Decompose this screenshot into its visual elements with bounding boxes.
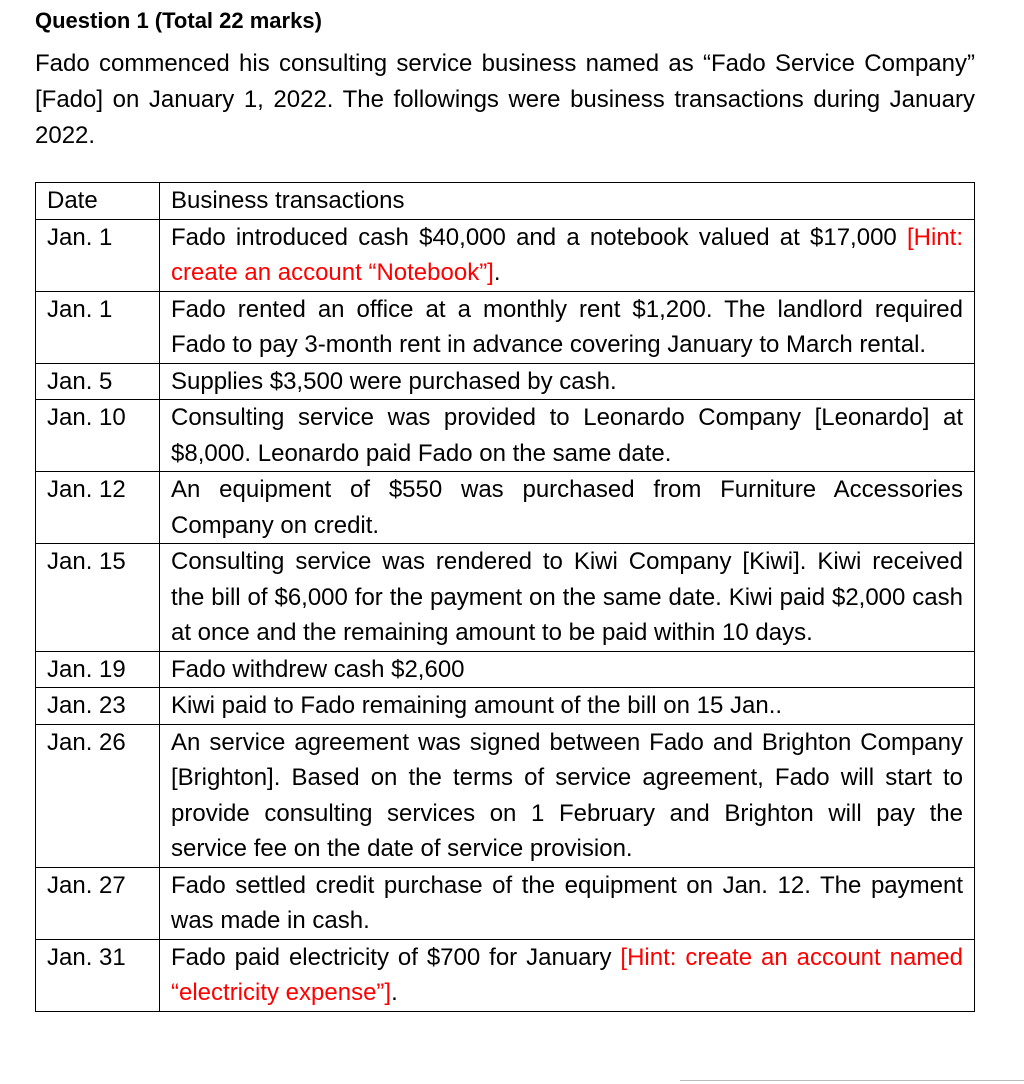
row-description bbox=[160, 939, 975, 1011]
row-date: Jan. 15 bbox=[36, 544, 160, 652]
row-date: Jan. 1 bbox=[36, 219, 160, 291]
row-description: Fado rented an office at a monthly rent $1,200. The landlord required Fado to pay 3-month rent in advance covering January to March rental. bbox=[160, 291, 975, 363]
table-row bbox=[36, 400, 975, 472]
row-description: Consulting service was provided to Leonardo Company [Leonardo] at $8,000. Leonardo paid Fado on the same date. bbox=[160, 400, 975, 472]
question-intro: Fado commenced his consulting service business named as “Fado Service Company” [Fado] on January 1, 2022. The followings were business transactions during January 2022. bbox=[35, 50, 975, 149]
transactions-table bbox=[35, 182, 975, 1012]
table-header-row bbox=[36, 183, 975, 220]
row-description: Supplies $3,500 were purchased by cash. bbox=[160, 363, 975, 400]
row-text: Fado paid electricity of $700 for January bbox=[171, 943, 621, 971]
row-description: Consulting service was rendered to Kiwi Company [Kiwi]. Kiwi received the bill of $6,000 for the payment on the same date. Kiwi paid $2,000 cash at once and the remaining amount to be paid within 10 days. bbox=[160, 544, 975, 652]
row-description bbox=[160, 219, 975, 291]
transactions-header: Business transactions bbox=[160, 183, 975, 220]
row-date: Jan. 10 bbox=[36, 400, 160, 472]
table-row bbox=[36, 651, 975, 688]
row-date: Jan. 23 bbox=[36, 688, 160, 725]
date-header: Date bbox=[36, 183, 160, 220]
table-row bbox=[36, 867, 975, 939]
row-date: Jan. 19 bbox=[36, 651, 160, 688]
row-description: Kiwi paid to Fado remaining amount of the bill on 15 Jan.. bbox=[160, 688, 975, 725]
row-hint: [Hint: create an account named “electricity expense”] bbox=[171, 943, 964, 1006]
row-date: Jan. 12 bbox=[36, 472, 160, 544]
row-description: An equipment of $550 was purchased from Furniture Accessories Company on credit. bbox=[160, 472, 975, 544]
row-text: Fado introduced cash $40,000 and a notebook valued at $17,000 bbox=[171, 223, 907, 251]
row-date: Jan. 31 bbox=[36, 939, 160, 1011]
question-title: Question 1 (Total 22 marks) bbox=[35, 8, 322, 33]
table-row bbox=[36, 939, 975, 1011]
table-row bbox=[36, 472, 975, 544]
row-date: Jan. 5 bbox=[36, 363, 160, 400]
row-after: . bbox=[391, 979, 398, 1006]
row-description: Fado settled credit purchase of the equipment on Jan. 12. The payment was made in cash. bbox=[160, 867, 975, 939]
row-date: Jan. 1 bbox=[36, 291, 160, 363]
table-row bbox=[36, 291, 975, 363]
row-after: . bbox=[493, 259, 501, 286]
table-row bbox=[36, 724, 975, 867]
row-description: Fado withdrew cash $2,600 bbox=[160, 651, 975, 688]
row-hint: [Hint: create an account “Notebook”] bbox=[171, 223, 963, 286]
row-date: Jan. 26 bbox=[36, 724, 160, 867]
table-row bbox=[36, 219, 975, 291]
table-row bbox=[36, 688, 975, 725]
page-edge-line bbox=[680, 1080, 1024, 1081]
row-description: An service agreement was signed between Fado and Brighton Company [Brighton]. Based on the terms of service agreement, Fado will start to provide consulting services on 1 February and Brighton will pay the service fee on the date of service provision. bbox=[160, 724, 975, 867]
table-row bbox=[36, 544, 975, 652]
table-row bbox=[36, 363, 975, 400]
row-date: Jan. 27 bbox=[36, 867, 160, 939]
